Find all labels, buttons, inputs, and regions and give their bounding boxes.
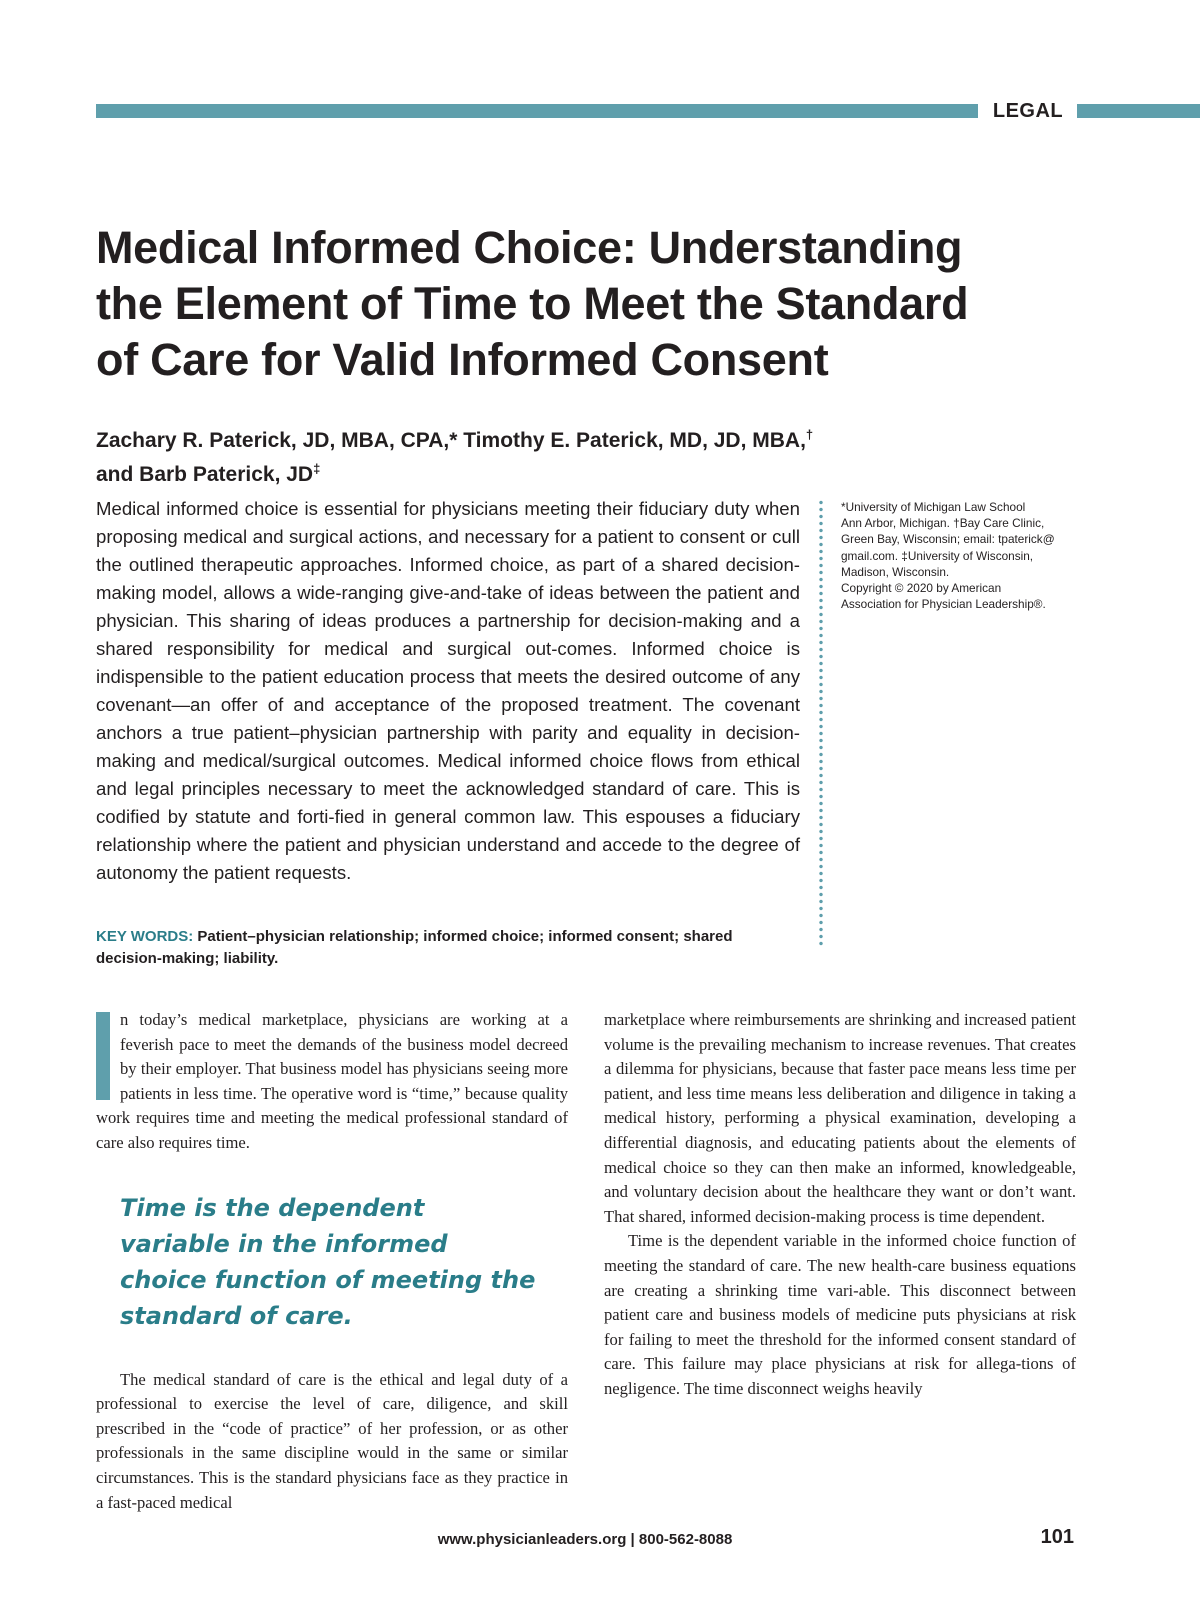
paragraph-text: n today’s medical marketplace, physicians are working at a feverish pace to meet the demands of the business model decreed by their employer. That business model has physicians seeing more patients in less time. The operative word is “time,” because quality work requires time and meeting the medical professional standard of care also requires time. <box>96 1010 568 1152</box>
body-paragraph-4: Time is the dependent variable in the informed choice function of meeting the standard of care. The new health-care business equations are creating a shrinking time vari-able. This disconnect between patient care and business models of medicine puts physicians at risk for failing to meet the threshold for the informed consent standard of care. This failure may place physicians at risk for allega-tions of negligence. The time disconnect weighs heavily <box>604 1231 1076 1398</box>
affiliation-line: Madison, Wisconsin. <box>841 564 950 579</box>
author-2-mark: † <box>805 427 814 442</box>
copyright-line: Association for Physician Leadership®. <box>841 597 1046 612</box>
header-rule-left <box>96 104 978 118</box>
author-3: and Barb Paterick, JD <box>96 463 314 486</box>
affiliation-line: Green Bay, Wisconsin; email: tpaterick@ <box>841 532 1055 547</box>
body-paragraph-2: The medical standard of care is the ethical and legal duty of a professional to exercise the level of care, diligence, and skill prescribed in the “code of practice” of her profession, or as other professionals in the same discipline would in the same or similar circumstances. This is the standard physicians face as they practice in a fast-paced medical <box>96 1369 568 1512</box>
title-line-1: Medical Informed Choice: Understanding <box>96 222 963 273</box>
keywords-label: KEY WORDS: <box>96 928 194 945</box>
body-column-right <box>604 1008 1076 1402</box>
page-number: 101 <box>1040 1526 1074 1548</box>
abstract: Medical informed choice is essential for physicians meeting their fiduciary duty when proposing medical and surgical actions, and necessary for a patient to consent or cull the outlined therapeutic approaches. Informed choice, as part of a shared decision-making model, allows a wide-ranging give-and-take of ideas between the patient and physician. This sharing of ideas produces a partnership for decision-making and a shared responsibility for medical and surgical out-comes. Informed choice is indispensible to the patient education process that meets the desired outcome of any covenant—an offer of and acceptance of the proposed treatment. The covenant anchors a true patient–physician partnership with parity and equality in decision-making and medical/surgical outcomes. Medical informed choice flows from ethical and legal principles necessary to meet the acknowledged standard of care. This is codified by statute and forti-fied in general common law. This espouses a fiduciary relationship where the patient and physician understand and accede to the degree of autonomy the patient requests. <box>96 498 800 883</box>
body-paragraph-3: marketplace where reimbursements are shrinking and increased patient volume is the prevailing mechanism to increase revenues. That creates a dilemma for physicians, because that faster pace means less time per patient, and less time means less deliberation and diligence in taking a medical history, performing a physical examination, developing a differential diagnosis, and educating patients about the elements of medical choice so they can then make an informed, knowledgeable, and voluntary decision about the healthcare they want or don’t want. That shared, informed decision-making process is time dependent. <box>604 1010 1076 1226</box>
copyright-line: Copyright © 2020 by American <box>841 581 1002 596</box>
keywords-list: Patient–physician relationship; informed choice; informed consent; shared decision-making; liability. <box>96 928 733 967</box>
author-list <box>96 421 996 489</box>
affiliation-line: Ann Arbor, Michigan. †Bay Care Clinic, <box>841 516 1045 531</box>
body-paragraph-1 <box>96 1008 568 1156</box>
author-1: Zachary R. Paterick, JD, MBA, CPA,* <box>96 429 464 452</box>
title-line-2: the Element of Time to Meet the Standard <box>96 278 969 329</box>
header-rule-right <box>1077 104 1200 118</box>
pull-quote: Time is the dependent variable in the informed choice function of meeting the standard of care. <box>120 1193 536 1330</box>
affiliation-line: *University of Michigan Law School <box>841 500 1026 514</box>
dotted-divider <box>819 499 823 947</box>
drop-cap-bar: I <box>96 1012 110 1100</box>
article-title <box>96 220 1096 388</box>
keywords <box>96 926 796 970</box>
body-column-left <box>96 1008 568 1515</box>
affiliation-line: gmail.com. ‡University of Wisconsin, <box>841 548 1034 563</box>
author-2: Timothy E. Paterick, MD, JD, MBA, <box>463 429 806 452</box>
title-line-3: of Care for Valid Informed Consent <box>96 334 829 385</box>
author-3-mark: ‡ <box>313 461 321 476</box>
affiliations-note <box>841 499 1091 612</box>
footer-website-phone: www.physicianleaders.org | 800-562-8088 <box>437 1531 733 1548</box>
section-label: LEGAL <box>992 100 1064 122</box>
